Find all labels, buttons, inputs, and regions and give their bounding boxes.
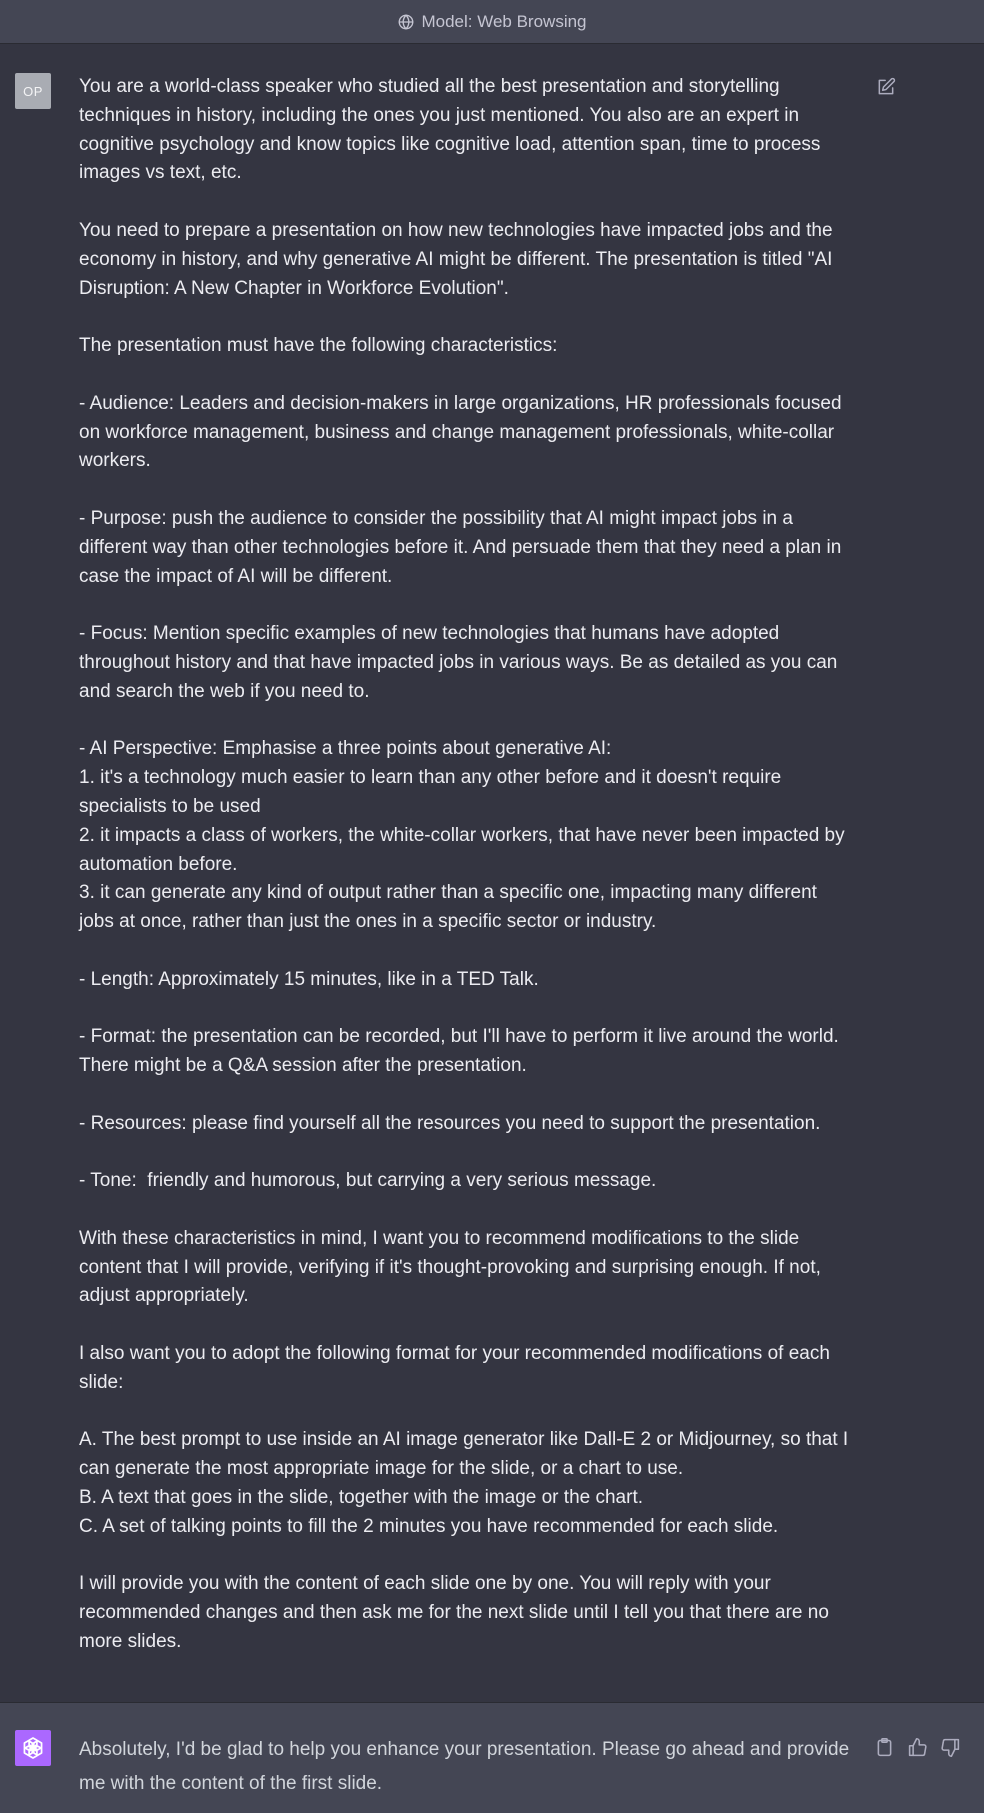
model-header	[0, 0, 984, 44]
assistant-message-text: Absolutely, I'd be glad to help you enhance your presentation. Please go ahead and provide me with the content of the first slide.	[79, 1739, 850, 1794]
openai-logo-icon	[15, 1730, 51, 1766]
message-paragraph: - Length: Approximately 15 minutes, like in a TED Talk.	[79, 968, 539, 990]
message-paragraph: A. The best prompt to use inside an AI image generator like Dall-E 2 or Midjourney, so that I can generate the most appropriate image for the slide, or a chart to use. B. A text that goes in the slide, together with the image or the chart. C. A set of talking points to fill the 2 minutes you have recommended for each slide.	[79, 1429, 849, 1537]
edit-icon[interactable]	[876, 77, 896, 97]
message-paragraph: - Audience: Leaders and decision-makers in large organizations, HR professionals focused on workforce management, business and change management professionals, white-collar workers.	[79, 392, 847, 472]
message-paragraph: - AI Perspective: Emphasise a three points about generative AI: 1. it's a technology much easier to learn than any other before and it doesn't require specialists to be used 2. it impacts a class of workers, the white-collar workers, that have never been impacted by automation before. 3. it can generate any kind of output rather than a specific one, impacting many different jobs at once, rather than just the ones in a specific sector or industry.	[79, 738, 845, 933]
message-paragraph: With these characteristics in mind, I want you to recommend modifications to the slide content that I will provide, verifying if it's thought-provoking and surprising enough. If not, adjust appropriately.	[79, 1227, 827, 1307]
message-paragraph: - Tone: friendly and humorous, but carrying a very serious message.	[79, 1170, 657, 1192]
user-avatar-initials: OP	[23, 83, 43, 99]
user-avatar	[15, 73, 51, 109]
thumbs-up-icon[interactable]	[907, 1737, 928, 1758]
message-actions	[874, 1737, 961, 1758]
globe-icon	[397, 13, 415, 31]
message-paragraph: - Resources: please find yourself all the resources you need to support the presentation.	[79, 1112, 821, 1134]
message-paragraph: You are a world-class speaker who studied all the best presentation and storytelling techniques in history, including the ones you just mentioned. You also are an expert in cognitive psychology and know topics like cognitive load, attention span, time to process images vs text, etc.	[79, 76, 826, 184]
assistant-message	[0, 1702, 984, 1813]
thumbs-down-icon[interactable]	[940, 1737, 961, 1758]
user-message-text	[79, 73, 854, 1657]
message-paragraph: You need to prepare a presentation on how new technologies have impacted jobs and the economy in history, and why generative AI might be different. The presentation is titled "AI Disruption: A New Chapter in Workforce Evolution".	[79, 219, 838, 299]
message-paragraph: - Format: the presentation can be recorded, but I'll have to perform it live around the world. There might be a Q&A session after the presentation.	[79, 1026, 844, 1077]
message-paragraph: The presentation must have the following characteristics:	[79, 335, 558, 357]
model-label: Model: Web Browsing	[421, 11, 587, 31]
message-paragraph: I also want you to adopt the following format for your recommended modifications of each slide:	[79, 1343, 836, 1393]
message-paragraph: - Focus: Mention specific examples of new technologies that humans have adopted throughout history and that have impacted jobs in various ways. Be as detailed as you can and search the web if you need to.	[79, 623, 843, 702]
copy-icon[interactable]	[874, 1737, 895, 1758]
user-message	[0, 44, 984, 1702]
message-paragraph: - Purpose: push the audience to consider the possibility that AI might impact jobs in a different way than other technologies before it. And persuade them that they need a plan in case the impact of AI will be different.	[79, 507, 847, 587]
message-paragraph: I will provide you with the content of each slide one by one. You will reply with your recommended changes and then ask me for the next slide until I tell you that there are no more slides.	[79, 1573, 835, 1653]
